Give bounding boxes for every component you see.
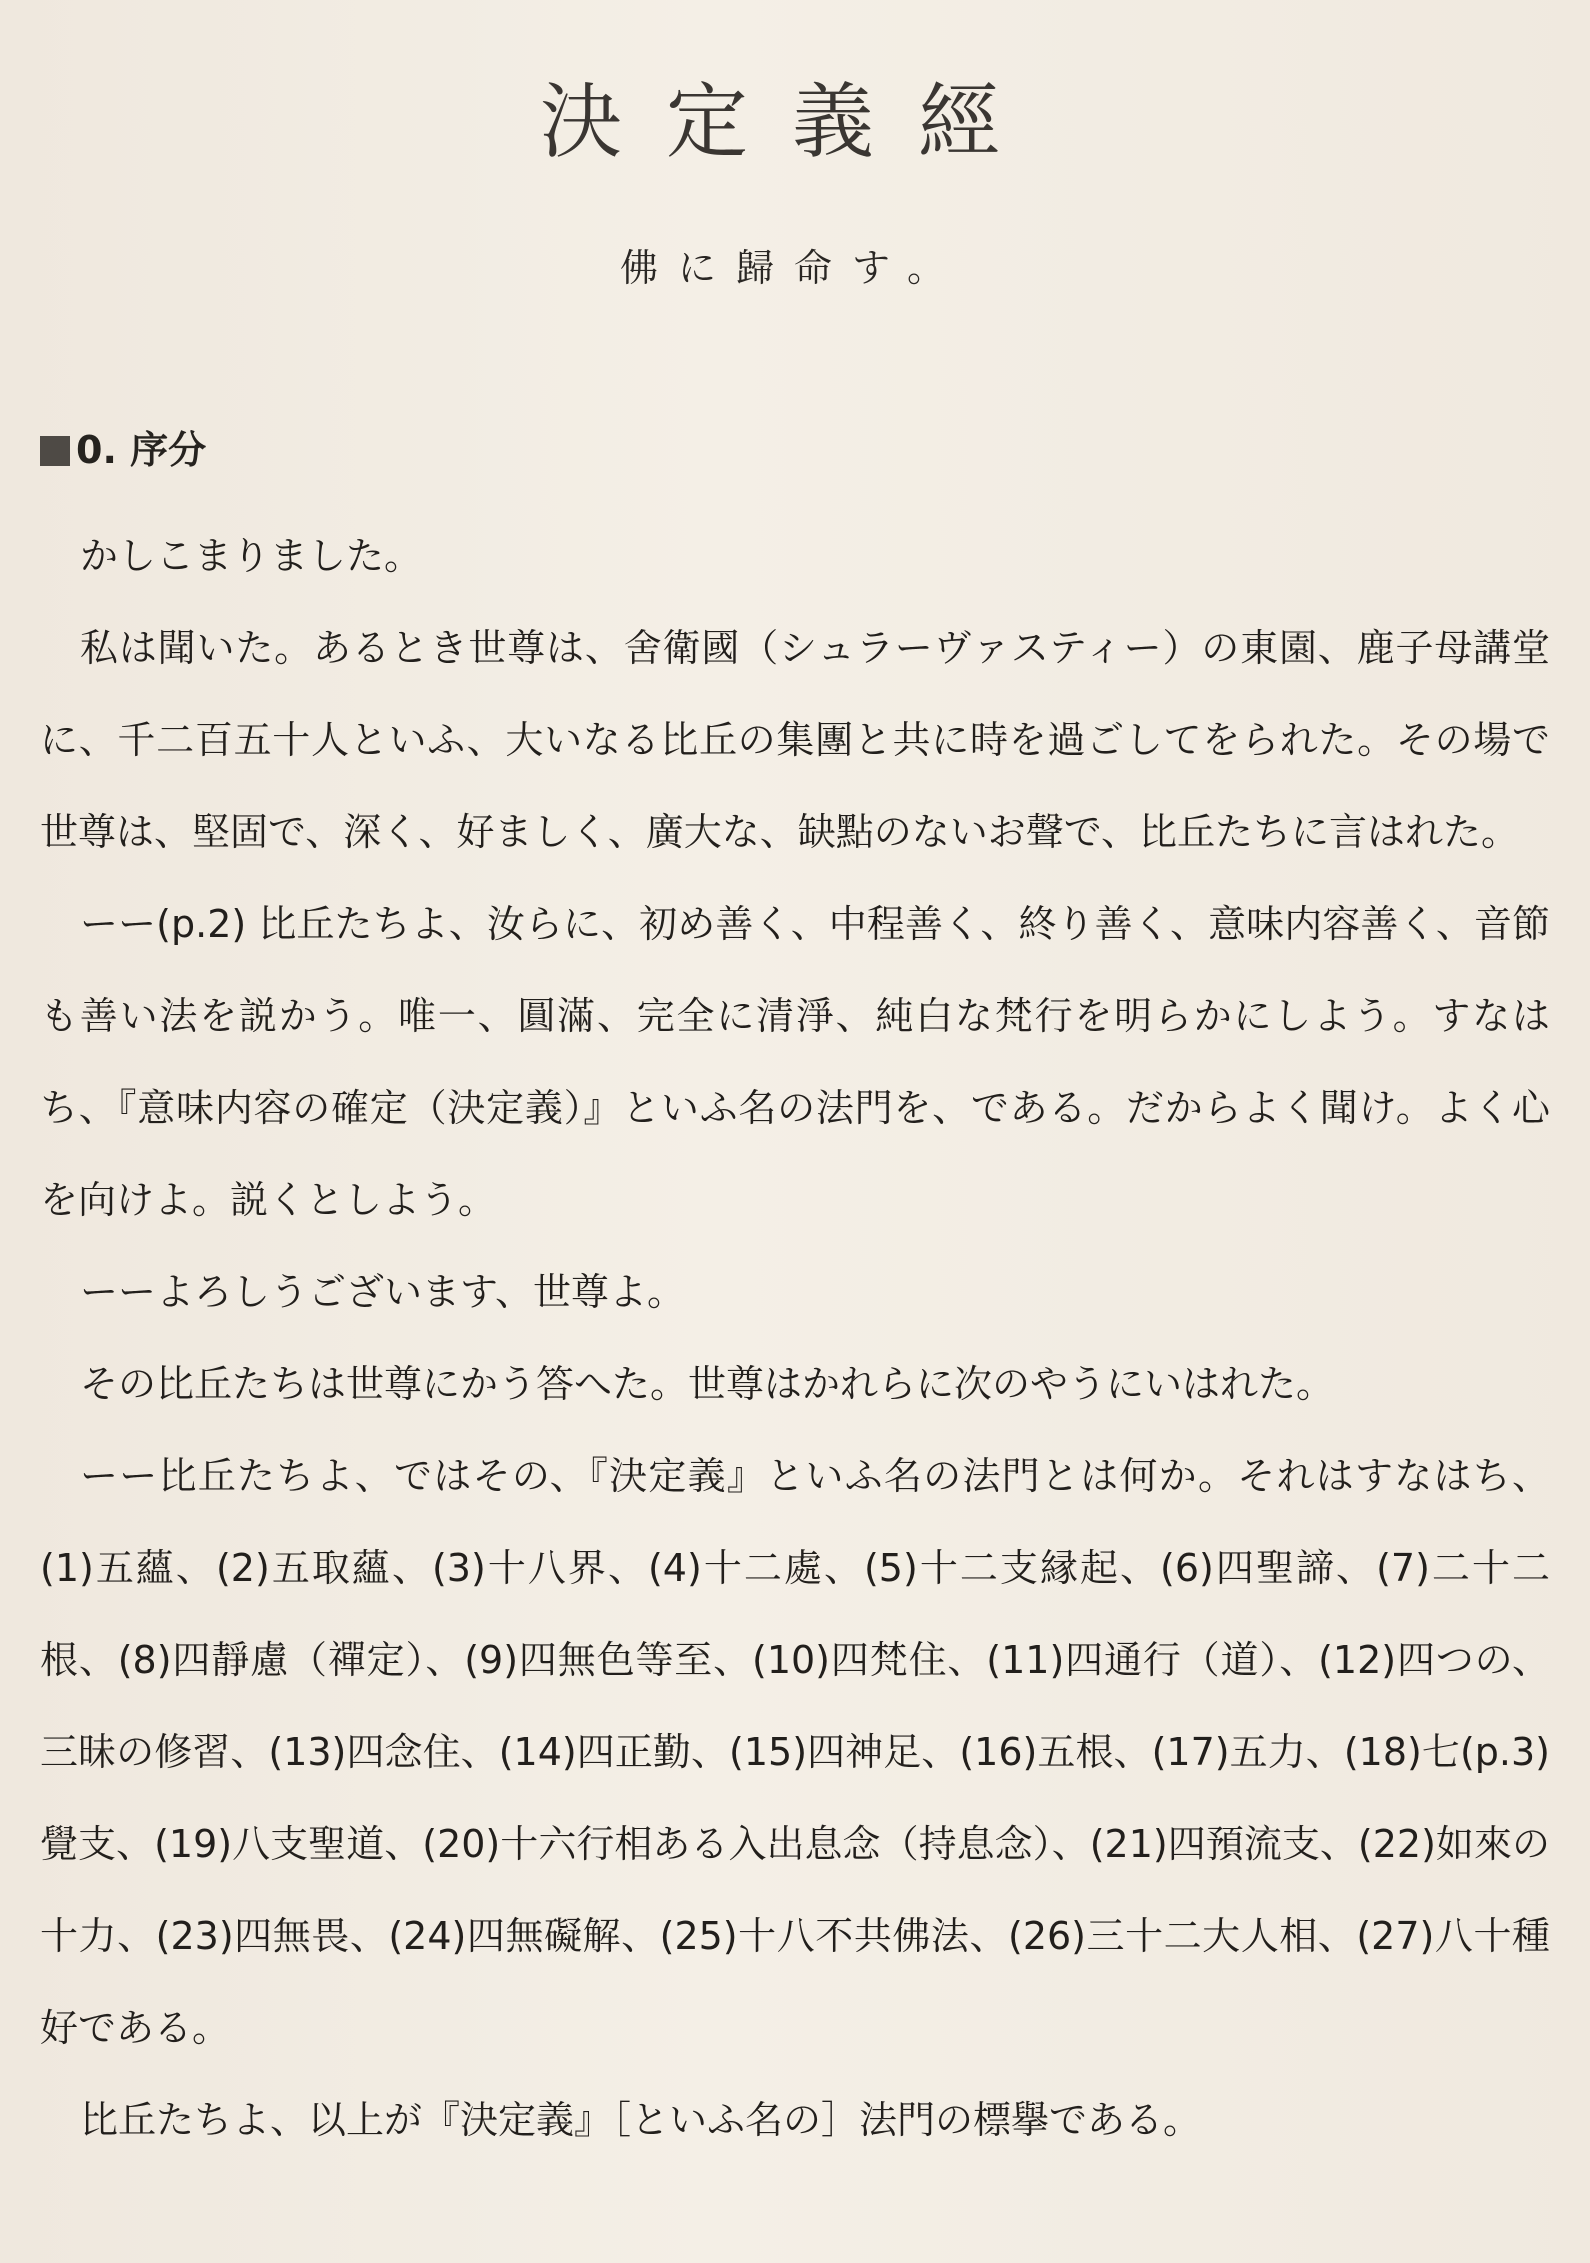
- section-label: 0. 序分: [76, 428, 207, 472]
- paragraph-7: 比丘たちよ、以上が『決定義』［といふ名の］法門の標擧である。: [80, 2098, 1202, 2142]
- section-heading: [40, 420, 206, 480]
- paragraph-2: 私は聞いた。あるとき世尊は、舍衛國（シュラーヴァスティー）の東園、鹿子母講堂に、千二百五十人といふ、大いなる比丘の集團と共に時を過ごしてをられた。その場で世尊は、堅固で、深く、好ましく、廣大な、缺點のないお聲で、比丘たちに言はれた。: [40, 626, 1550, 854]
- paragraph-5: その比丘たちは世尊にかう答へた。世尊はかれらに次のやうにいはれた。: [80, 1362, 1335, 1406]
- homage-line: 佛に歸命す。: [620, 246, 965, 290]
- paragraph-1: かしこまりました。: [80, 534, 423, 578]
- square-bullet-icon: [40, 436, 70, 466]
- page-title: 決定義經: [540, 74, 1045, 170]
- paragraph-6: ーー比丘たちよ、ではその、『決定義』といふ名の法門とは何か。それはすなはち、(1)五蘊、(2)五取蘊、(3)十八界、(4)十二處、(5)十二支縁起、(6)四聖諦、(7)二十二根、(8)四靜慮（禪定）、(9)四無色等至、(10)四梵住、(11)四通行（道）、(12)四つの、三昧の修習、(13)四念住、(14)四正勤、(15)四神足、(16)五根、(17)五力、(18)七(p.3) 覺支、(19)八支聖道、(20)十六行相ある入出息念（持息念）、(21)四預流支、(22)如來の十力、(23)四無畏、(24)四無礙解、(25)十八不共佛法、(26)三十二大人相、(27)八十種好である。: [40, 1454, 1550, 2050]
- body-text: [40, 510, 1550, 2166]
- paragraph-4: ーーよろしうございます、世尊よ。: [80, 1270, 685, 1314]
- paragraph-3: ーー(p.2) 比丘たちよ、汝らに、初め善く、中程善く、終り善く、意味内容善く、音節も善い法を説かう。唯一、圓滿、完全に清淨、純白な梵行を明らかにしよう。すなはち、『意味内容の確定（決定義）』といふ名の法門を、である。だからよく聞け。よく心を向けよ。説くとしよう。: [40, 902, 1550, 1222]
